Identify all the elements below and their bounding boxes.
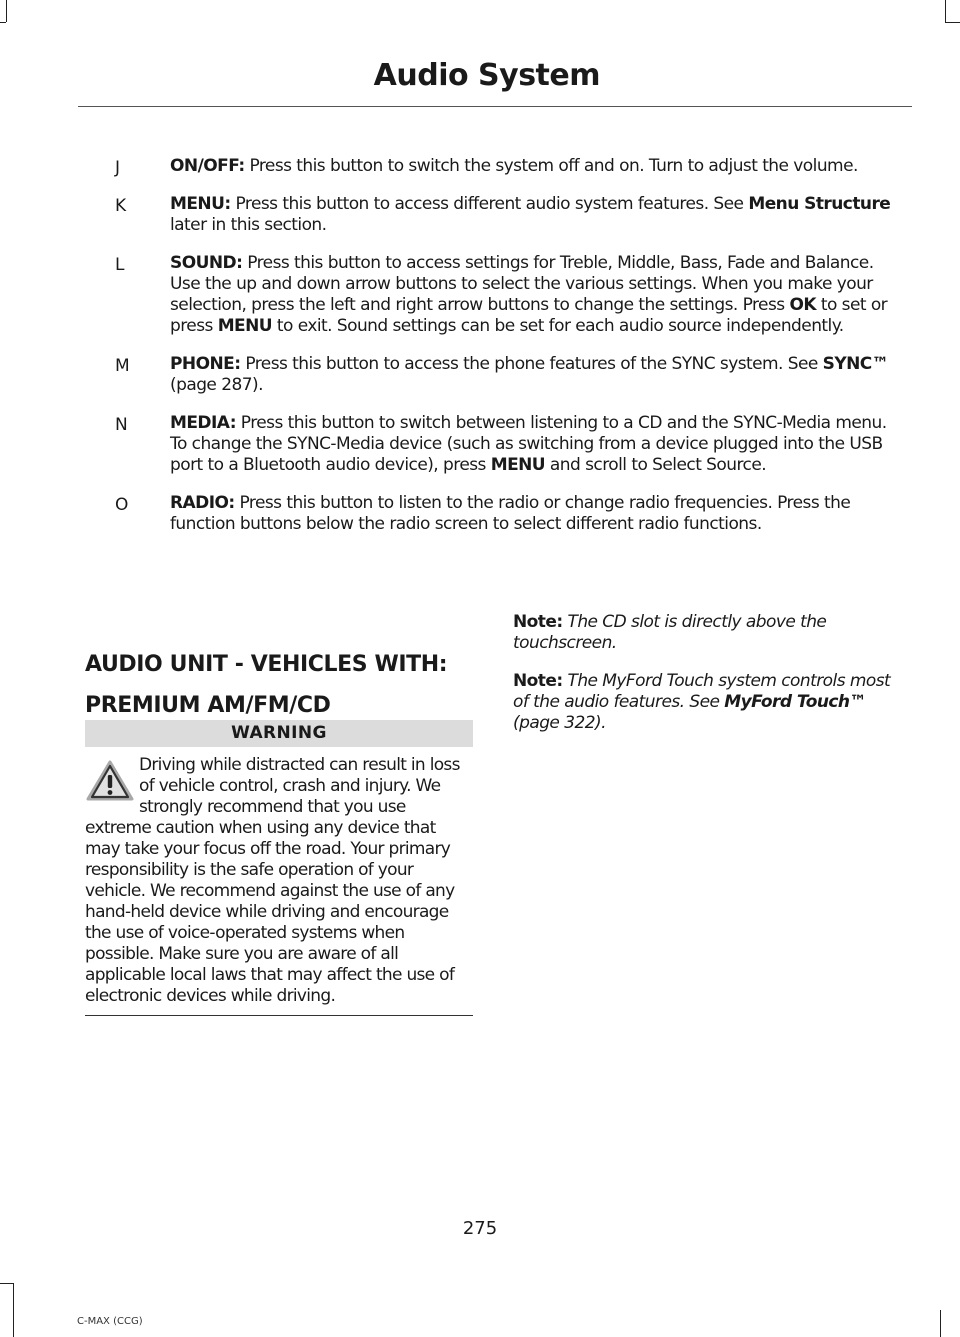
cross-reference: Menu Structure: [748, 194, 891, 214]
notes-column: [513, 612, 903, 744]
item-letter: O: [115, 495, 129, 515]
item-description: [170, 253, 902, 337]
cross-reference: SYNC™: [822, 354, 889, 374]
warning-label: WARNING: [85, 720, 473, 747]
button-name: MENU: [490, 455, 546, 475]
item-term: RADIO:: [170, 493, 235, 513]
button-name: OK: [789, 295, 816, 315]
list-item: [0, 194, 960, 236]
section-heading-line: PREMIUM AM/FM/CD: [85, 693, 331, 718]
item-term: PHONE:: [170, 354, 241, 374]
button-name: MENU: [217, 316, 273, 336]
note-label: Note:: [513, 612, 563, 632]
item-letter: N: [115, 415, 128, 435]
list-item: [0, 253, 960, 337]
item-description: [170, 493, 902, 535]
item-text-part: (page 287).: [170, 375, 263, 395]
note: [513, 671, 903, 734]
header-rule: [78, 106, 912, 107]
list-item: [0, 354, 960, 396]
item-text-part: Press this button to access settings for Treble, Middle, Bass, Fade and Balance. Use the up and down arrow buttons to select the various settings. When you make your selection, press the left and right arrow buttons to change the settings. Press: [170, 253, 874, 315]
item-description: [170, 194, 902, 236]
section-heading-line: AUDIO UNIT - VEHICLES WITH:: [85, 652, 448, 677]
list-item: [0, 413, 960, 476]
item-description: [170, 354, 902, 396]
warning-triangle-icon: [85, 759, 135, 803]
item-description: [170, 156, 902, 177]
item-term: MEDIA:: [170, 413, 236, 433]
item-text-part: Press this button to switch the system off and on. Turn to adjust the volume.: [244, 156, 858, 176]
item-letter: K: [115, 196, 127, 216]
warning-text: Driving while distracted can result in loss of vehicle control, crash and injury. We strongly recommend that you use extreme caution when using any device that may take your focus off the road. Your primary responsibility is the safe operation of your vehicle. We recommend against the use of any hand-held device while driving and encourage the use of voice-operated systems when possible. Make sure you are aware of all applicable local laws that may affect the use of electronic devices while driving.: [85, 755, 460, 1006]
item-text-part: to exit. Sound settings can be set for each audio source independently.: [272, 316, 844, 336]
item-letter: J: [115, 158, 121, 178]
cross-reference: MyFord Touch™: [724, 692, 866, 712]
page-number: 275: [462, 1218, 498, 1239]
item-text-part: Press this button to access different audio system features. See: [230, 194, 749, 214]
item-text-part: later in this section.: [170, 215, 327, 235]
crop-mark-bottom-right-vertical: [940, 1310, 941, 1337]
note-text: The MyFord Touch system controls most of the audio features. See: [513, 671, 891, 712]
item-text-part: and scroll to Select Source.: [545, 455, 767, 475]
section-heading: [85, 644, 485, 726]
item-term: MENU:: [170, 194, 231, 214]
crop-mark-top-right-horizontal: [945, 22, 960, 23]
note-text: The CD slot is directly above the touchscreen.: [513, 612, 827, 653]
section-title: Audio System: [373, 58, 600, 93]
item-text-part: Press this button to listen to the radio or change radio frequencies. Press the function buttons below the radio screen to select different radio functions.: [170, 493, 851, 534]
warning-box: [85, 720, 473, 1016]
item-text-part: Press this button to switch between listening to a CD and the SYNC-Media menu. To change the SYNC-Media device (such as switching from a device plugged into the USB port to a Bluetooth audio device), press: [170, 413, 887, 475]
crop-mark-top-left-horizontal: [0, 22, 6, 23]
warning-body: [85, 755, 473, 1016]
item-letter: M: [115, 356, 130, 376]
item-term: SOUND:: [170, 253, 243, 273]
list-item: [0, 156, 960, 177]
item-letter: L: [115, 255, 125, 275]
control-descriptions-list: [0, 156, 960, 552]
item-text-part: to set or press: [170, 295, 888, 336]
crop-mark-bottom-left-vertical: [13, 1283, 14, 1337]
crop-mark-top-left-vertical: [6, 0, 7, 22]
item-text-part: Press this button to access the phone features of the SYNC system. See: [240, 354, 823, 374]
item-term: ON/OFF:: [170, 156, 245, 176]
crop-mark-bottom-left-horizontal: [0, 1283, 13, 1284]
note: [513, 612, 903, 654]
note-label: Note:: [513, 671, 563, 691]
note-text: (page 322).: [513, 713, 606, 733]
crop-mark-top-right-vertical: [945, 0, 946, 22]
model-code: C-MAX (CCG): [77, 1316, 143, 1327]
list-item: [0, 493, 960, 535]
item-description: [170, 413, 902, 476]
